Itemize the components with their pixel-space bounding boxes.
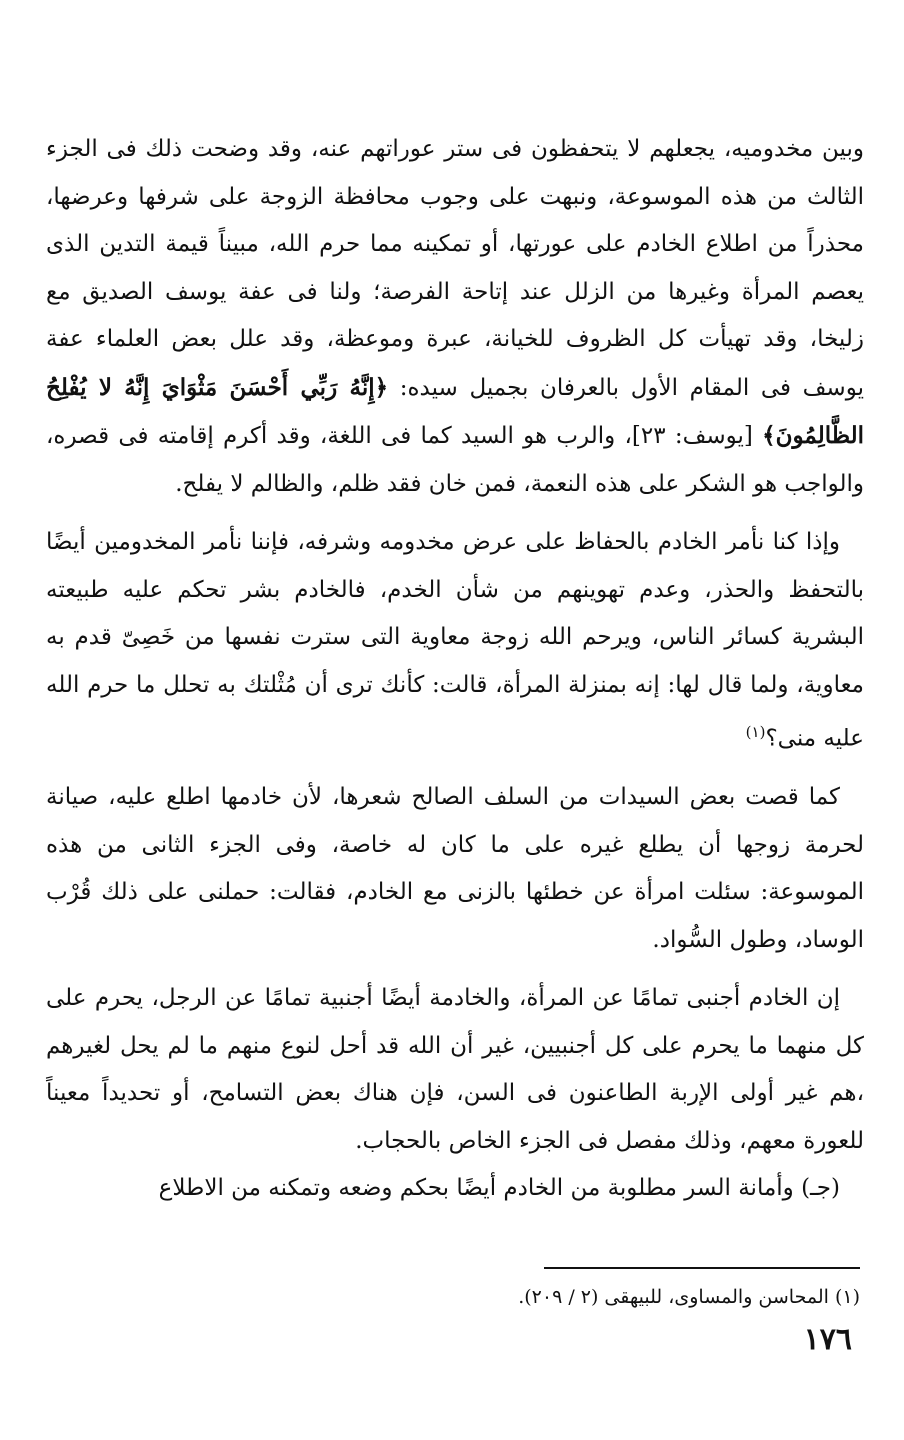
paragraph-1-text: وبين مخدوميه، يجعلهم لا يتحفظون فى ستر عوراتهم عنه، وقد وضحت ذلك فى الجزء الثالث من هذه الموسوعة، ونبهت على وجوب محافظة الزوجة على شرفها وعرضها، محذراً من اطلاع الخادم على عورتها، أو تمكينه مما حرم الله، مبيناً قيمة التدين الذى يعصم المرأة وغيرها من الزلل عند إتاحة الفرصة؛ ولنا فى عفة يوسف الصديق مع زليخا، وقد تهيأت كل الظروف للخيانة، عبرة وموعظة، وقد علل بعض العلماء عفة يوسف فى المقام الأول بالعرفان بجميل سيده:: [46, 136, 864, 401]
paragraph-1-citation-text: [يوسف: ٢٣]، والرب هو السيد كما فى اللغة، وقد أكرم إقامته فى قصره، والواجب هو الشكر على هذه النعمة، فمن خان فقد ظلم، والظالم لا يفلح.: [46, 423, 864, 497]
main-text: [46, 126, 864, 1213]
footnote-reference: (١): [745, 723, 766, 741]
paragraph-4: إن الخادم أجنبى تمامًا عن المرأة، والخادمة أيضًا أجنبية تمامًا عن الرجل، يحرم على كل منهما ما يحرم على كل أجنبيين، غير أن الله قد أحل لنوع منهم ما لم يحل لغيرهم ،هم غير أولى الإربة الطاعنون فى السن، فإن هناك بعض التسامح، أو تحديداً معيناً للعورة معهم، وذلك مفصل فى الجزء الخاص بالحجاب.: [46, 985, 864, 1154]
paragraph-5: (جـ) وأمانة السر مطلوبة من الخادم أيضًا بحكم وضعه وتمكنه من الاطلاع: [158, 1175, 840, 1202]
paragraph-2: [46, 519, 864, 763]
footnote-divider: [544, 1267, 860, 1269]
page-number: ١٧٦: [803, 1322, 852, 1357]
paragraph-2-text: وإذا كنا نأمر الخادم بالحفاظ على عرض مخدومه وشرفه، فإننا نأمر المخدومين أيضًا بالتحفظ والحذر، وعدم تهوينهم من شأن الخدم، فالخادم بشر تحكم عليه طبيعته البشرية كسائر الناس، ويرحم الله زوجة معاوية التى سترت نفسها من خَصِىّ قدم به معاوية، ولما قال لها: إنه بمنزلة المرأة، قالت: كأنك ترى أن مُثْلتك به تحلل ما حرم الله عليه منى؟: [46, 529, 864, 752]
footnote-text: (١) المحاسن والمساوى، للبيهقى (٢ / ٢٠٩).: [518, 1286, 860, 1308]
paragraph-1: [46, 126, 864, 508]
quran-verse: ﴿إِنَّهُ رَبِّي أَحْسَنَ مَثْوَايَ إِنَّهُ لا يُفْلِحُ الظَّالِمُونَ﴾: [46, 373, 864, 449]
paragraph-3: كما قصت بعض السيدات من السلف الصالح شعرها، لأن خادمها اطلع عليه، صيانة لحرمة زوجها أن يطلع غيره على ما كان له خاصة، وفى الجزء الثانى من هذه الموسوعة: سئلت امرأة عن خطئها بالزنى مع الخادم، فقالت: حملنى على ذلك قُرْب الوساد، وطول السُّواد.: [46, 784, 864, 953]
